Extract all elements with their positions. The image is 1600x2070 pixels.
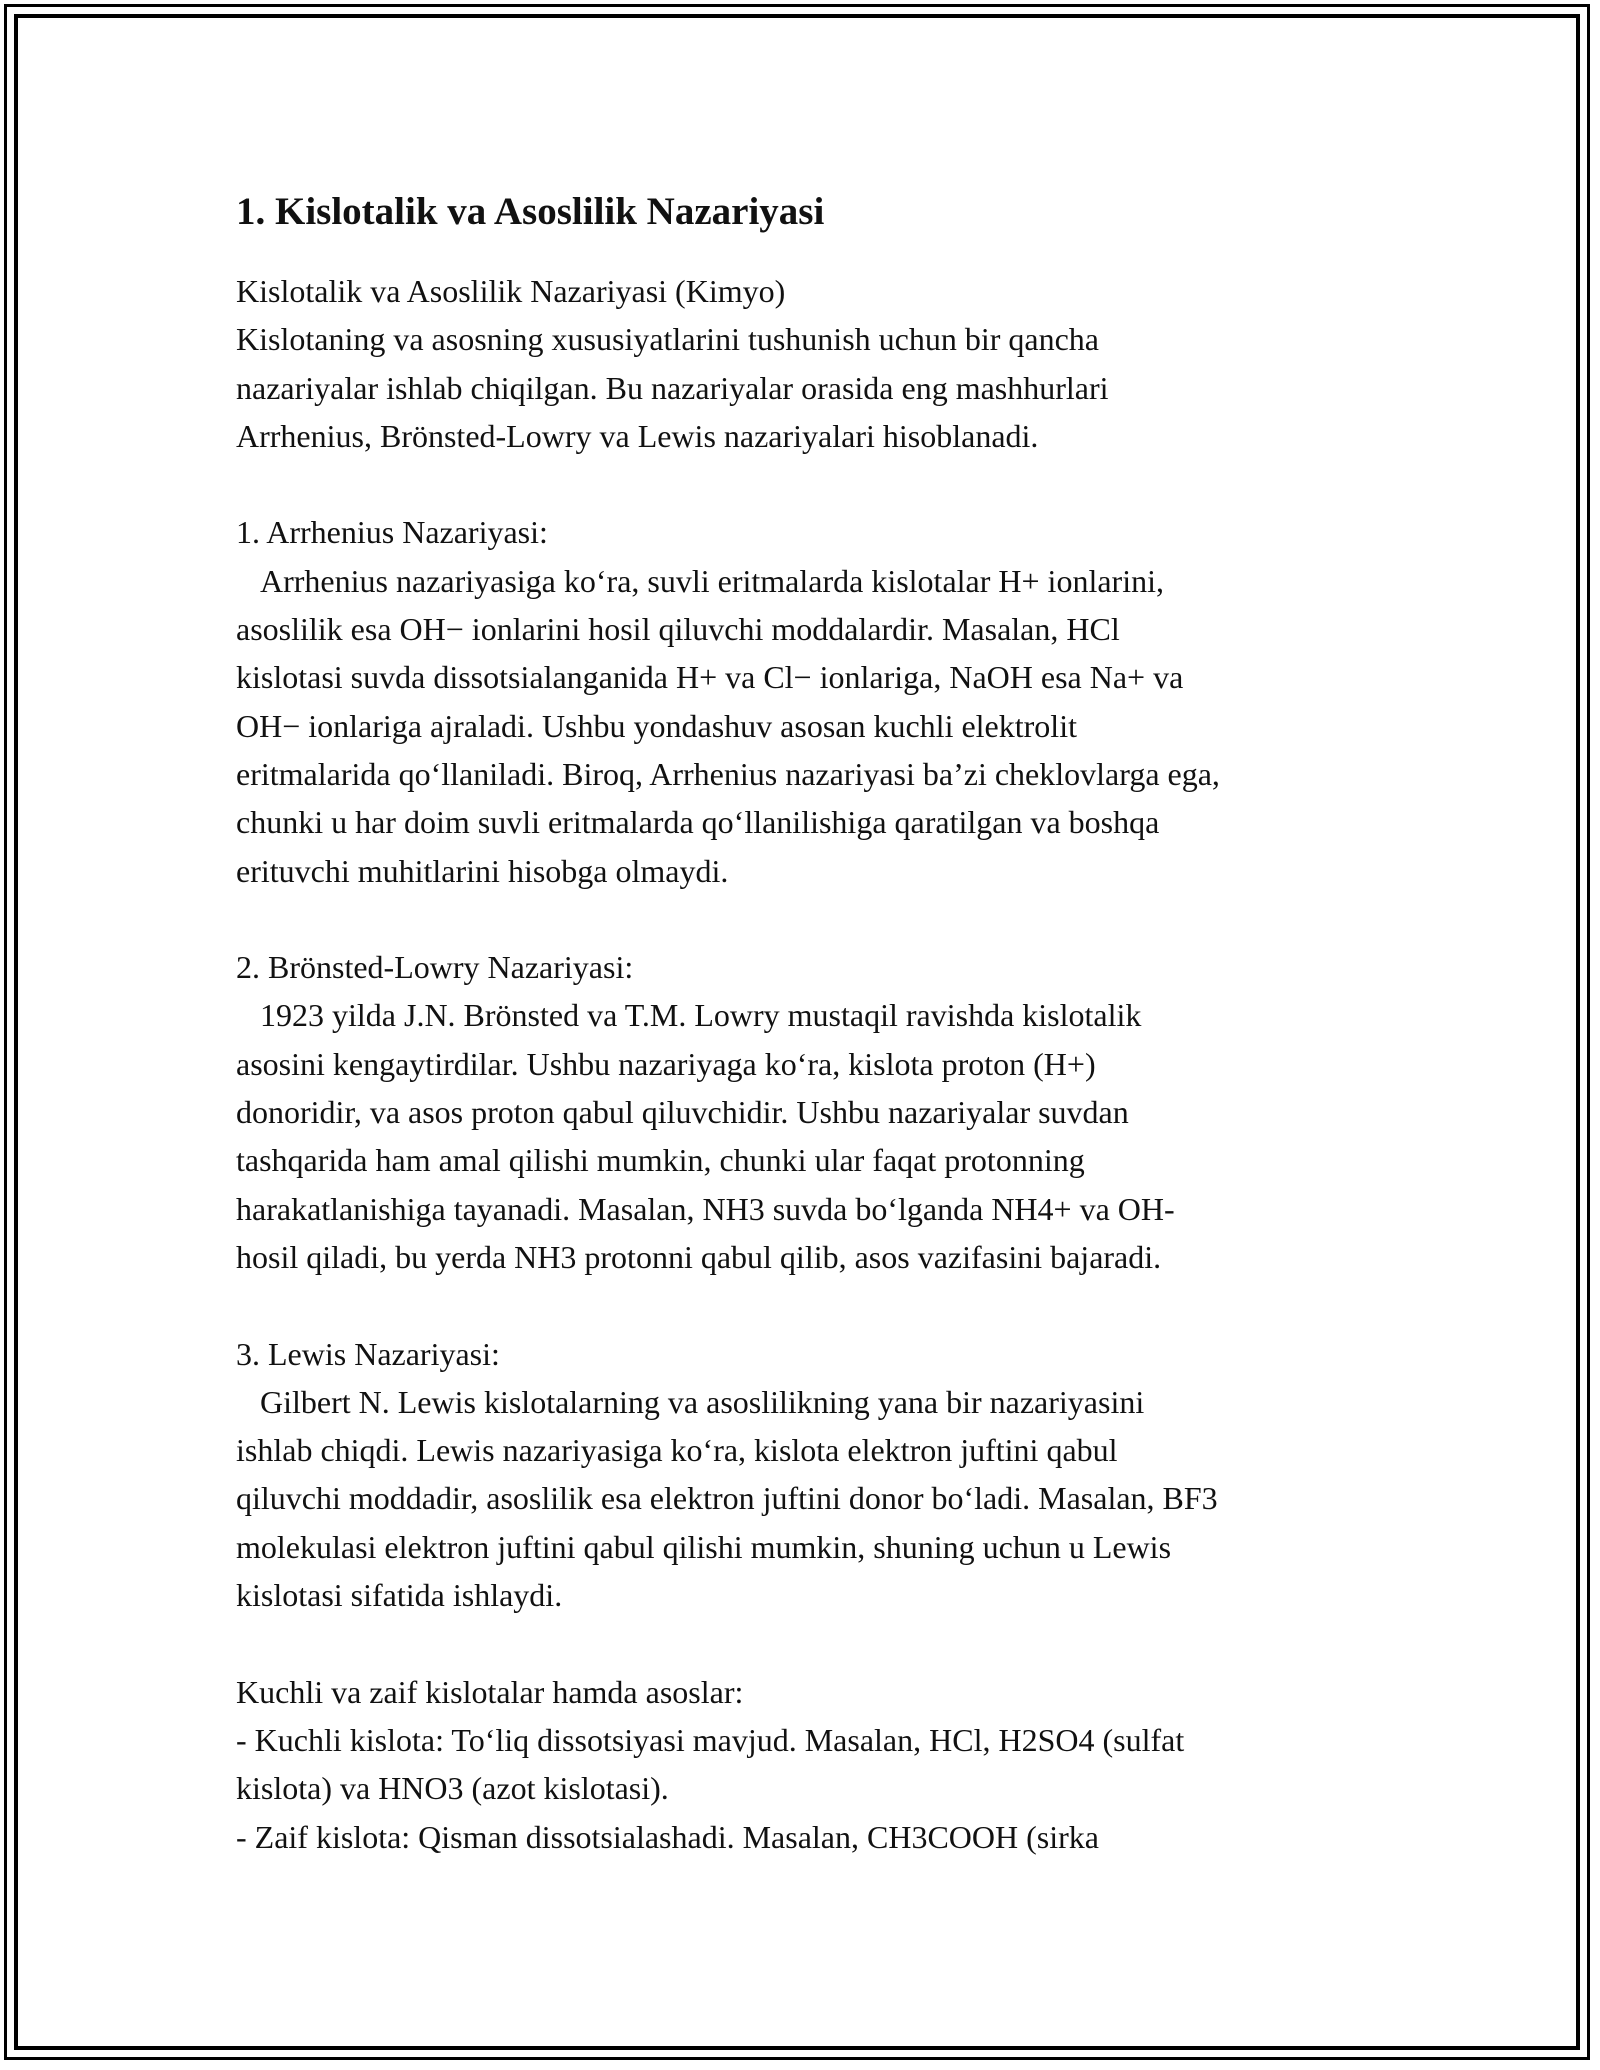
document-content xyxy=(236,185,1406,1861)
document-heading: 1. Kislotalik va Asoslilik Nazariyasi xyxy=(236,190,825,233)
document-body: Kislotalik va Asoslilik Nazariyasi (Kimyo) Kislotaning va asosning xususiyatlarini tushunish uchun bir qancha nazariyalar ishlab chiqilgan. Bu nazariyalar orasida eng mashhurlari Arrhenius, Brönsted-Lowry va Lewis nazariyalari hisoblanadi. 1. Arrhenius Nazariyasi: Arrhenius nazariyasiga ko‘ra, suvli eritmalarda kislotalar H+ ionlarini, asoslilik esa OH− ionlarini hosil qiluvchi moddalardir. Masalan, HCl kislotasi suvda dissotsialanganida H+ va Cl− ionlariga, NaOH esa Na+ va OH− ionlariga ajraladi. Ushbu yondashuv asosan kuchli elektrolit eritmalarida qo‘llaniladi. Biroq, Arrhenius nazariyasi ba’zi cheklovlarga ega, chunki u har doim suvli eritmalarda qo‘llanilishiga qaratilgan va boshqa erituvchi muhitlarini hisobga olmaydi. 2. Brönsted-Lowry Nazariyasi: 1923 yilda J.N. Brönsted va T.M. Lowry mustaqil ravishda kislotalik asosini kengaytirdilar. Ushbu nazariyaga ko‘ra, kislota proton (H+) donoridir, va asos proton qabul qiluvchidir. Ushbu nazariyalar suvdan tashqarida ham amal qilishi mumkin, chunki ular faqat protonning harakatlanishiga tayanadi. Masalan, NH3 suvda bo‘lganda NH4+ va OH- hosil qiladi, bu yerda NH3 protonni qabul qilib, asos vazifasini bajaradi. 3. Lewis Nazariyasi: Gilbert N. Lewis kislotalarning va asoslilikning yana bir nazariyasini ishlab chiqdi. Lewis nazariyasiga ko‘ra, kislota elektron juftini qabul qiluvchi moddadir, asoslilik esa elektron juftini donor bo‘ladi. Masalan, BF3 molekulasi elektron juftini qabul qilishi mumkin, shuning uchun u Lewis kislotasi sifatida ishlaydi. Kuchli va zaif kislotalar hamda asoslar: - Kuchli kislota: To‘liq dissotsiyasi mavjud. Masalan, HCl, H2SO4 (sulfat kislota) va HNO3 (azot kislotasi). - Zaif kislota: Qisman dissotsialashadi. Masalan, CH3COOH (sirka xyxy=(236,273,1220,1855)
